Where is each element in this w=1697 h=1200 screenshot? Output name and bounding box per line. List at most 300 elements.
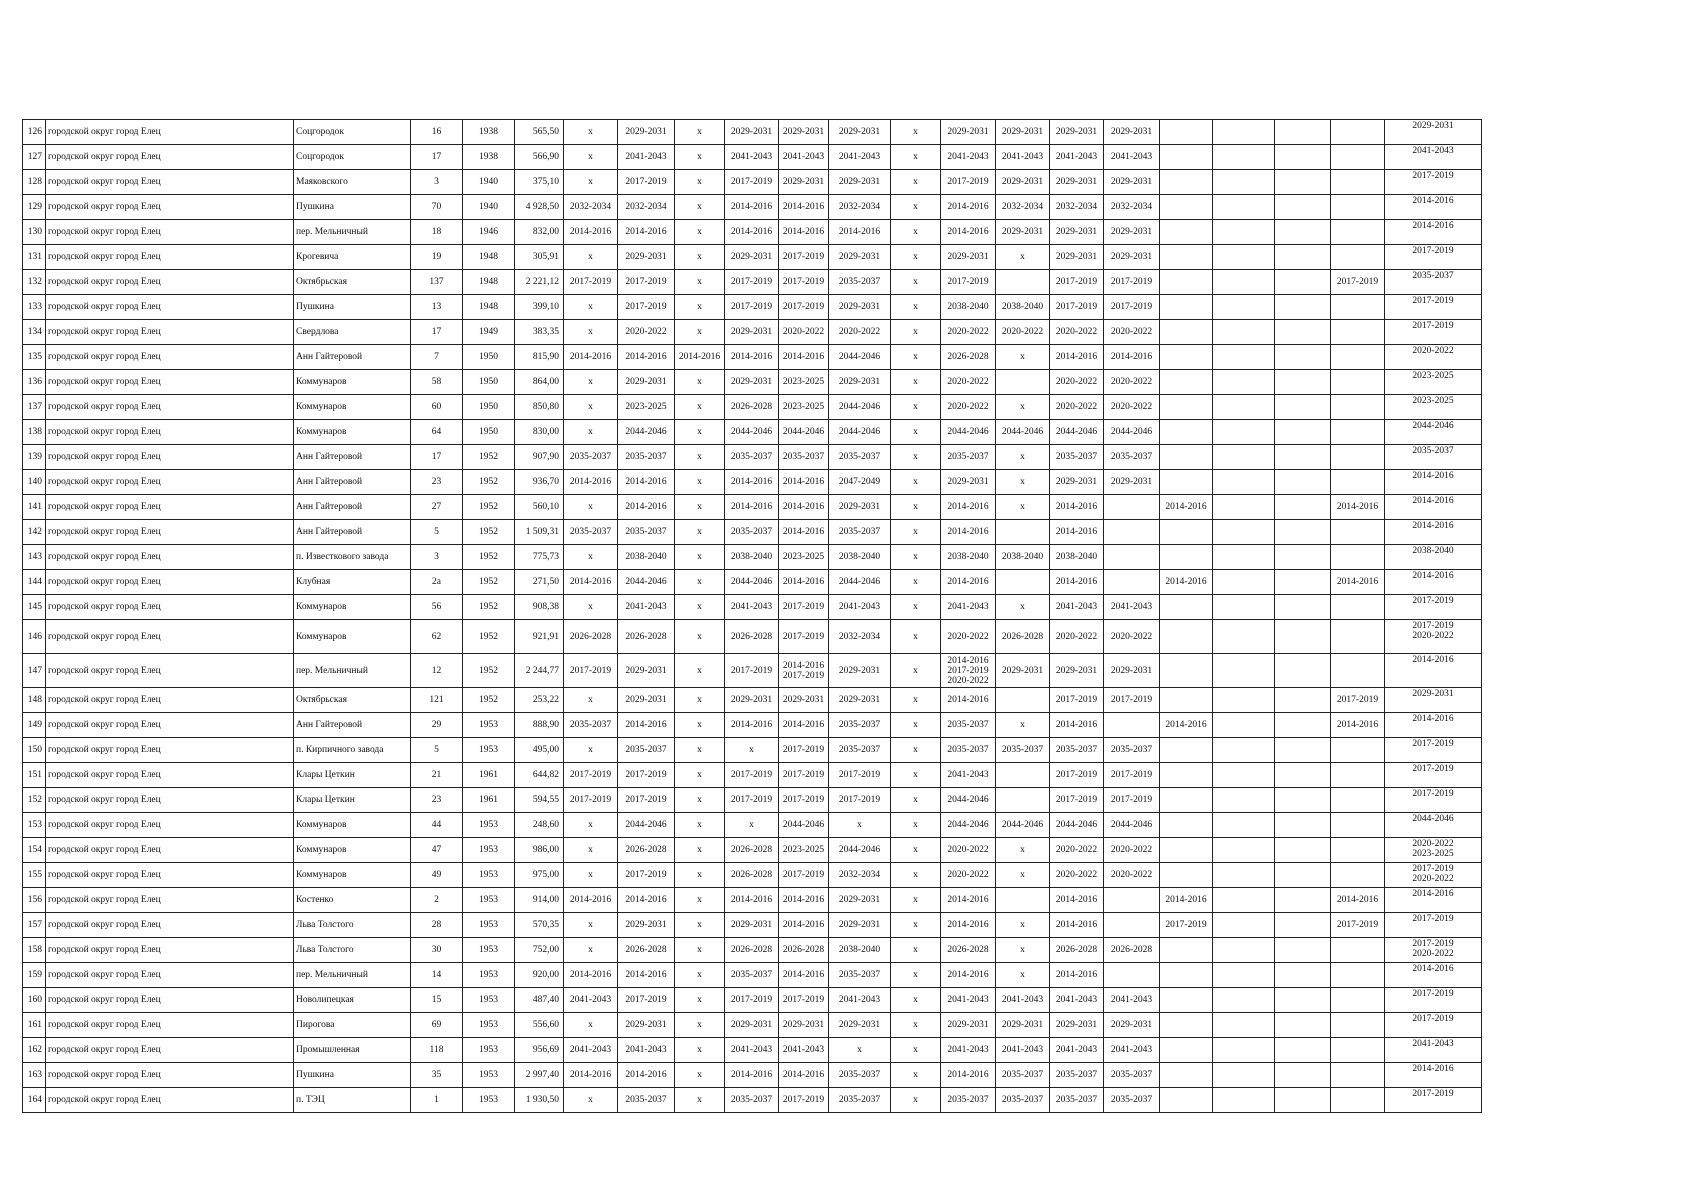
table-row (23, 838, 1482, 863)
cell-work-15 (1331, 470, 1385, 495)
cell-work-11: 2017-2019 (1104, 270, 1160, 295)
cell-work-5: 2014-2016 (779, 495, 829, 520)
cell-house-number: 7 (411, 345, 463, 370)
cell-work-4: 2014-2016 (725, 220, 779, 245)
cell-work-12 (1160, 595, 1213, 620)
cell-work-15 (1331, 813, 1385, 838)
cell-work-7: x (891, 838, 941, 863)
cell-street: Коммунаров (294, 813, 411, 838)
cell-work-9: x (996, 445, 1050, 470)
cell-work-10: 2029-2031 (1050, 1013, 1104, 1038)
cell-work-planned-period: 2041-2043 (1385, 1038, 1482, 1063)
cell-work-14 (1275, 370, 1331, 395)
cell-work-6: 2035-2037 (829, 520, 891, 545)
cell-work-12 (1160, 1013, 1213, 1038)
cell-work-15 (1331, 245, 1385, 270)
cell-work-6: 2035-2037 (829, 270, 891, 295)
cell-work-14 (1275, 445, 1331, 470)
cell-municipality: городской округ город Елец (46, 1038, 294, 1063)
cell-work-5: 2014-2016 (779, 913, 829, 938)
cell-build-year: 1953 (463, 713, 515, 738)
cell-row-number: 151 (23, 763, 46, 788)
cell-total-area: 565,50 (515, 120, 564, 145)
table-row (23, 963, 1482, 988)
cell-work-15 (1331, 395, 1385, 420)
cell-work-9 (996, 763, 1050, 788)
cell-work-5: 2014-2016 (779, 220, 829, 245)
cell-work-9: 2029-2031 (996, 120, 1050, 145)
cell-work-7: x (891, 470, 941, 495)
cell-work-8: 2041-2043 (941, 763, 996, 788)
cell-work-4: 2035-2037 (725, 963, 779, 988)
cell-work-6: 2029-2031 (829, 888, 891, 913)
cell-work-5: 2023-2025 (779, 838, 829, 863)
cell-work-13 (1213, 913, 1275, 938)
cell-work-10: 2020-2022 (1050, 395, 1104, 420)
cell-work-4: 2014-2016 (725, 1063, 779, 1088)
cell-work-2: 2014-2016 (618, 713, 675, 738)
cell-work-13 (1213, 370, 1275, 395)
cell-build-year: 1953 (463, 1038, 515, 1063)
cell-work-14 (1275, 788, 1331, 813)
cell-work-4: 2014-2016 (725, 345, 779, 370)
cell-work-5: 2026-2028 (779, 938, 829, 963)
cell-work-4: 2017-2019 (725, 170, 779, 195)
cell-work-6: x (829, 1038, 891, 1063)
cell-work-4: 2017-2019 (725, 763, 779, 788)
cell-work-8: 2014-2016 (941, 1063, 996, 1088)
cell-work-10: 2041-2043 (1050, 595, 1104, 620)
cell-work-6: 2029-2031 (829, 170, 891, 195)
cell-work-7: x (891, 1013, 941, 1038)
cell-work-11: 2017-2019 (1104, 788, 1160, 813)
cell-build-year: 1953 (463, 1013, 515, 1038)
cell-work-6: 2029-2031 (829, 913, 891, 938)
cell-work-8: 2017-2019 (941, 170, 996, 195)
cell-row-number: 144 (23, 570, 46, 595)
cell-street: Костенко (294, 888, 411, 913)
cell-work-12 (1160, 938, 1213, 963)
cell-work-13 (1213, 788, 1275, 813)
cell-work-3: x (675, 570, 725, 595)
cell-work-9 (996, 570, 1050, 595)
cell-work-9: 2041-2043 (996, 1038, 1050, 1063)
cell-total-area: 2 244,77 (515, 654, 564, 688)
cell-work-12 (1160, 220, 1213, 245)
cell-work-planned-period: 2017-2019 (1385, 170, 1482, 195)
cell-work-5: 2017-2019 (779, 1088, 829, 1113)
cell-work-7: x (891, 345, 941, 370)
cell-work-8: 2029-2031 (941, 1013, 996, 1038)
cell-row-number: 163 (23, 1063, 46, 1088)
cell-work-10: 2020-2022 (1050, 620, 1104, 654)
cell-work-8: 2014-2016 (941, 495, 996, 520)
cell-work-14 (1275, 654, 1331, 688)
cell-work-2: 2017-2019 (618, 863, 675, 888)
cell-work-6: 2032-2034 (829, 863, 891, 888)
cell-work-9: 2032-2034 (996, 195, 1050, 220)
cell-work-14 (1275, 913, 1331, 938)
cell-build-year: 1953 (463, 988, 515, 1013)
cell-work-11 (1104, 963, 1160, 988)
cell-work-9 (996, 788, 1050, 813)
cell-work-10: 2035-2037 (1050, 1063, 1104, 1088)
cell-work-14 (1275, 420, 1331, 445)
cell-work-7: x (891, 245, 941, 270)
cell-work-15: 2014-2016 (1331, 495, 1385, 520)
cell-work-5: 2023-2025 (779, 545, 829, 570)
cell-work-planned-period: 2017-2019 (1385, 1013, 1482, 1038)
cell-work-2: 2041-2043 (618, 1038, 675, 1063)
cell-work-12 (1160, 145, 1213, 170)
cell-work-8: 2041-2043 (941, 1038, 996, 1063)
table-row (23, 1063, 1482, 1088)
cell-work-2: 2017-2019 (618, 170, 675, 195)
cell-work-12 (1160, 813, 1213, 838)
cell-work-6: 2029-2031 (829, 1013, 891, 1038)
cell-work-12 (1160, 270, 1213, 295)
cell-work-9: 2038-2040 (996, 545, 1050, 570)
cell-work-4: 2026-2028 (725, 938, 779, 963)
cell-work-7: x (891, 120, 941, 145)
cell-work-6: 2038-2040 (829, 938, 891, 963)
cell-work-15: 2014-2016 (1331, 570, 1385, 595)
cell-work-9: 2020-2022 (996, 320, 1050, 345)
cell-work-3: x (675, 145, 725, 170)
cell-work-planned-period: 2017-2019 (1385, 988, 1482, 1013)
cell-work-10: 2020-2022 (1050, 320, 1104, 345)
cell-work-9: 2035-2037 (996, 1063, 1050, 1088)
cell-work-15 (1331, 445, 1385, 470)
cell-work-8: 2017-2019 (941, 270, 996, 295)
cell-municipality: городской округ город Елец (46, 938, 294, 963)
cell-work-12: 2017-2019 (1160, 913, 1213, 938)
cell-work-14 (1275, 813, 1331, 838)
cell-work-5: 2020-2022 (779, 320, 829, 345)
cell-total-area: 752,00 (515, 938, 564, 963)
table-row (23, 470, 1482, 495)
cell-work-13 (1213, 938, 1275, 963)
cell-work-planned-period: 2014-2016 (1385, 654, 1482, 688)
cell-build-year: 1961 (463, 788, 515, 813)
cell-work-15 (1331, 738, 1385, 763)
cell-work-1: 2032-2034 (564, 195, 618, 220)
cell-work-11: 2020-2022 (1104, 838, 1160, 863)
cell-work-15 (1331, 545, 1385, 570)
cell-row-number: 137 (23, 395, 46, 420)
cell-work-13 (1213, 1063, 1275, 1088)
cell-work-10: 2044-2046 (1050, 420, 1104, 445)
cell-total-area: 830,00 (515, 420, 564, 445)
cell-row-number: 155 (23, 863, 46, 888)
cell-work-14 (1275, 838, 1331, 863)
cell-total-area: 1 509,31 (515, 520, 564, 545)
cell-total-area: 4 928,50 (515, 195, 564, 220)
cell-work-5: 2029-2031 (779, 1013, 829, 1038)
cell-work-5: 2014-2016 (779, 195, 829, 220)
cell-work-10: 2014-2016 (1050, 570, 1104, 595)
cell-work-10: 2029-2031 (1050, 220, 1104, 245)
cell-municipality: городской округ город Елец (46, 495, 294, 520)
cell-work-1: 2035-2037 (564, 713, 618, 738)
cell-work-4: 2041-2043 (725, 1038, 779, 1063)
cell-work-1: 2017-2019 (564, 270, 618, 295)
cell-work-2: 2014-2016 (618, 963, 675, 988)
cell-work-1: 2017-2019 (564, 763, 618, 788)
cell-municipality: городской округ город Елец (46, 788, 294, 813)
cell-total-area: 560,10 (515, 495, 564, 520)
cell-municipality: городской округ город Елец (46, 395, 294, 420)
cell-street: пер. Мельничный (294, 963, 411, 988)
cell-work-5: 2041-2043 (779, 1038, 829, 1063)
cell-house-number: 60 (411, 395, 463, 420)
cell-work-7: x (891, 1088, 941, 1113)
cell-work-10: 2029-2031 (1050, 654, 1104, 688)
cell-build-year: 1952 (463, 620, 515, 654)
cell-work-11: 2041-2043 (1104, 1038, 1160, 1063)
cell-row-number: 136 (23, 370, 46, 395)
cell-work-5: 2044-2046 (779, 813, 829, 838)
cell-work-11: 2035-2037 (1104, 445, 1160, 470)
cell-work-1: x (564, 595, 618, 620)
cell-work-10: 2041-2043 (1050, 1038, 1104, 1063)
cell-work-6: 2044-2046 (829, 345, 891, 370)
cell-total-area: 908,38 (515, 595, 564, 620)
cell-work-4: 2026-2028 (725, 838, 779, 863)
cell-work-11: 2041-2043 (1104, 145, 1160, 170)
cell-build-year: 1953 (463, 938, 515, 963)
cell-work-15 (1331, 220, 1385, 245)
cell-work-12 (1160, 445, 1213, 470)
cell-row-number: 158 (23, 938, 46, 963)
cell-total-area: 850,80 (515, 395, 564, 420)
cell-row-number: 159 (23, 963, 46, 988)
cell-work-12 (1160, 320, 1213, 345)
table-row (23, 295, 1482, 320)
cell-work-4: 2014-2016 (725, 888, 779, 913)
cell-work-14 (1275, 220, 1331, 245)
cell-total-area: 907,90 (515, 445, 564, 470)
cell-work-planned-period: 2035-2037 (1385, 270, 1482, 295)
cell-work-8: 2020-2022 (941, 620, 996, 654)
cell-work-9: 2029-2031 (996, 654, 1050, 688)
cell-work-4: x (725, 738, 779, 763)
cell-work-6: 2029-2031 (829, 295, 891, 320)
cell-work-11: 2044-2046 (1104, 420, 1160, 445)
cell-work-3: x (675, 788, 725, 813)
cell-house-number: 27 (411, 495, 463, 520)
cell-work-13 (1213, 420, 1275, 445)
cell-total-area: 253,22 (515, 688, 564, 713)
cell-work-7: x (891, 170, 941, 195)
cell-work-14 (1275, 1088, 1331, 1113)
table-row (23, 738, 1482, 763)
cell-work-10: 2035-2037 (1050, 738, 1104, 763)
cell-work-2: 2020-2022 (618, 320, 675, 345)
cell-work-5: 2014-2016 (779, 570, 829, 595)
cell-work-5: 2014-2016 (779, 520, 829, 545)
cell-work-3: x (675, 1063, 725, 1088)
cell-work-12 (1160, 763, 1213, 788)
cell-total-area: 832,00 (515, 220, 564, 245)
cell-work-12 (1160, 988, 1213, 1013)
cell-municipality: городской округ город Елец (46, 963, 294, 988)
cell-work-13 (1213, 988, 1275, 1013)
cell-work-9: 2029-2031 (996, 1013, 1050, 1038)
cell-street: Промышленная (294, 1038, 411, 1063)
cell-street: Коммунаров (294, 863, 411, 888)
cell-street: Анн Гайтеровой (294, 520, 411, 545)
cell-work-6: 2029-2031 (829, 370, 891, 395)
cell-work-6: 2044-2046 (829, 838, 891, 863)
cell-work-15 (1331, 620, 1385, 654)
cell-work-2: 2014-2016 (618, 888, 675, 913)
cell-work-6: 2035-2037 (829, 1063, 891, 1088)
cell-row-number: 162 (23, 1038, 46, 1063)
cell-work-4: 2035-2037 (725, 520, 779, 545)
cell-work-6: 2041-2043 (829, 595, 891, 620)
cell-municipality: городской округ город Елец (46, 688, 294, 713)
cell-build-year: 1948 (463, 270, 515, 295)
cell-work-2: 2035-2037 (618, 445, 675, 470)
cell-work-3: x (675, 595, 725, 620)
cell-municipality: городской округ город Елец (46, 595, 294, 620)
cell-work-7: x (891, 988, 941, 1013)
cell-row-number: 143 (23, 545, 46, 570)
cell-work-5: 2017-2019 (779, 270, 829, 295)
cell-work-11: 2032-2034 (1104, 195, 1160, 220)
table-row (23, 445, 1482, 470)
cell-work-15 (1331, 938, 1385, 963)
table-row (23, 270, 1482, 295)
cell-work-11: 2029-2031 (1104, 170, 1160, 195)
cell-municipality: городской округ город Елец (46, 654, 294, 688)
cell-work-11: 2029-2031 (1104, 1013, 1160, 1038)
cell-work-9 (996, 520, 1050, 545)
cell-work-4: 2044-2046 (725, 420, 779, 445)
cell-work-7: x (891, 888, 941, 913)
cell-work-12 (1160, 1063, 1213, 1088)
cell-street: Коммунаров (294, 420, 411, 445)
cell-work-5: 2014-2016 (779, 888, 829, 913)
cell-work-3: x (675, 988, 725, 1013)
cell-work-11: 2020-2022 (1104, 320, 1160, 345)
cell-work-5: 2023-2025 (779, 370, 829, 395)
cell-work-10: 2014-2016 (1050, 888, 1104, 913)
table-row (23, 495, 1482, 520)
cell-work-6: 2017-2019 (829, 788, 891, 813)
cell-work-14 (1275, 145, 1331, 170)
cell-work-10: 2017-2019 (1050, 270, 1104, 295)
cell-work-planned-period: 2014-2016 (1385, 570, 1482, 595)
cell-work-9: x (996, 838, 1050, 863)
table-row (23, 170, 1482, 195)
cell-work-9: 2029-2031 (996, 220, 1050, 245)
cell-work-8: 2029-2031 (941, 470, 996, 495)
cell-house-number: 30 (411, 938, 463, 963)
cell-work-1: 2014-2016 (564, 1063, 618, 1088)
cell-work-9: 2044-2046 (996, 420, 1050, 445)
cell-work-15 (1331, 320, 1385, 345)
cell-work-2: 2041-2043 (618, 145, 675, 170)
cell-house-number: 12 (411, 654, 463, 688)
cell-work-13 (1213, 654, 1275, 688)
cell-work-1: x (564, 120, 618, 145)
cell-work-13 (1213, 1038, 1275, 1063)
cell-work-11: 2029-2031 (1104, 470, 1160, 495)
cell-street: Коммунаров (294, 395, 411, 420)
cell-work-planned-period: 2017-2019 (1385, 738, 1482, 763)
cell-work-1: 2014-2016 (564, 220, 618, 245)
cell-work-6: 2044-2046 (829, 420, 891, 445)
cell-work-6: 2029-2031 (829, 120, 891, 145)
cell-work-4: 2029-2031 (725, 370, 779, 395)
table-row (23, 763, 1482, 788)
cell-house-number: 121 (411, 688, 463, 713)
cell-work-2: 2014-2016 (618, 495, 675, 520)
cell-build-year: 1952 (463, 688, 515, 713)
cell-work-9: 2035-2037 (996, 738, 1050, 763)
cell-row-number: 145 (23, 595, 46, 620)
cell-work-5: 2017-2019 (779, 620, 829, 654)
cell-street: Пушкина (294, 295, 411, 320)
cell-work-12 (1160, 863, 1213, 888)
cell-work-6: 2035-2037 (829, 445, 891, 470)
table-row (23, 370, 1482, 395)
cell-work-14 (1275, 545, 1331, 570)
cell-work-planned-period: 2044-2046 (1385, 813, 1482, 838)
cell-work-15: 2017-2019 (1331, 688, 1385, 713)
cell-work-6: 2032-2034 (829, 620, 891, 654)
cell-work-6: 2035-2037 (829, 713, 891, 738)
cell-work-12: 2014-2016 (1160, 713, 1213, 738)
cell-work-8: 2014-2016 (941, 888, 996, 913)
table-row (23, 120, 1482, 145)
cell-total-area: 399,10 (515, 295, 564, 320)
cell-work-13 (1213, 688, 1275, 713)
cell-work-9: x (996, 470, 1050, 495)
cell-municipality: городской округ город Елец (46, 863, 294, 888)
cell-work-7: x (891, 713, 941, 738)
cell-total-area: 375,10 (515, 170, 564, 195)
cell-street: Анн Гайтеровой (294, 470, 411, 495)
cell-work-13 (1213, 295, 1275, 320)
cell-work-12 (1160, 245, 1213, 270)
cell-work-8: 2014-2016 (941, 963, 996, 988)
cell-work-12 (1160, 520, 1213, 545)
cell-work-4: 2029-2031 (725, 688, 779, 713)
cell-work-4: 2017-2019 (725, 654, 779, 688)
cell-work-planned-period: 2017-2019 2020-2022 (1385, 938, 1482, 963)
cell-work-12 (1160, 195, 1213, 220)
cell-work-1: 2014-2016 (564, 470, 618, 495)
cell-build-year: 1961 (463, 763, 515, 788)
cell-work-9: 2026-2028 (996, 620, 1050, 654)
cell-work-7: x (891, 295, 941, 320)
cell-work-10: 2026-2028 (1050, 938, 1104, 963)
cell-work-planned-period: 2017-2019 2020-2022 (1385, 620, 1482, 654)
cell-work-5: 2014-2016 (779, 1063, 829, 1088)
cell-work-10: 2035-2037 (1050, 1088, 1104, 1113)
cell-work-12 (1160, 545, 1213, 570)
cell-work-9: 2029-2031 (996, 170, 1050, 195)
cell-work-3: x (675, 495, 725, 520)
cell-work-11: 2014-2016 (1104, 345, 1160, 370)
cell-work-15 (1331, 1013, 1385, 1038)
cell-work-15 (1331, 195, 1385, 220)
cell-house-number: 137 (411, 270, 463, 295)
cell-work-3: x (675, 688, 725, 713)
